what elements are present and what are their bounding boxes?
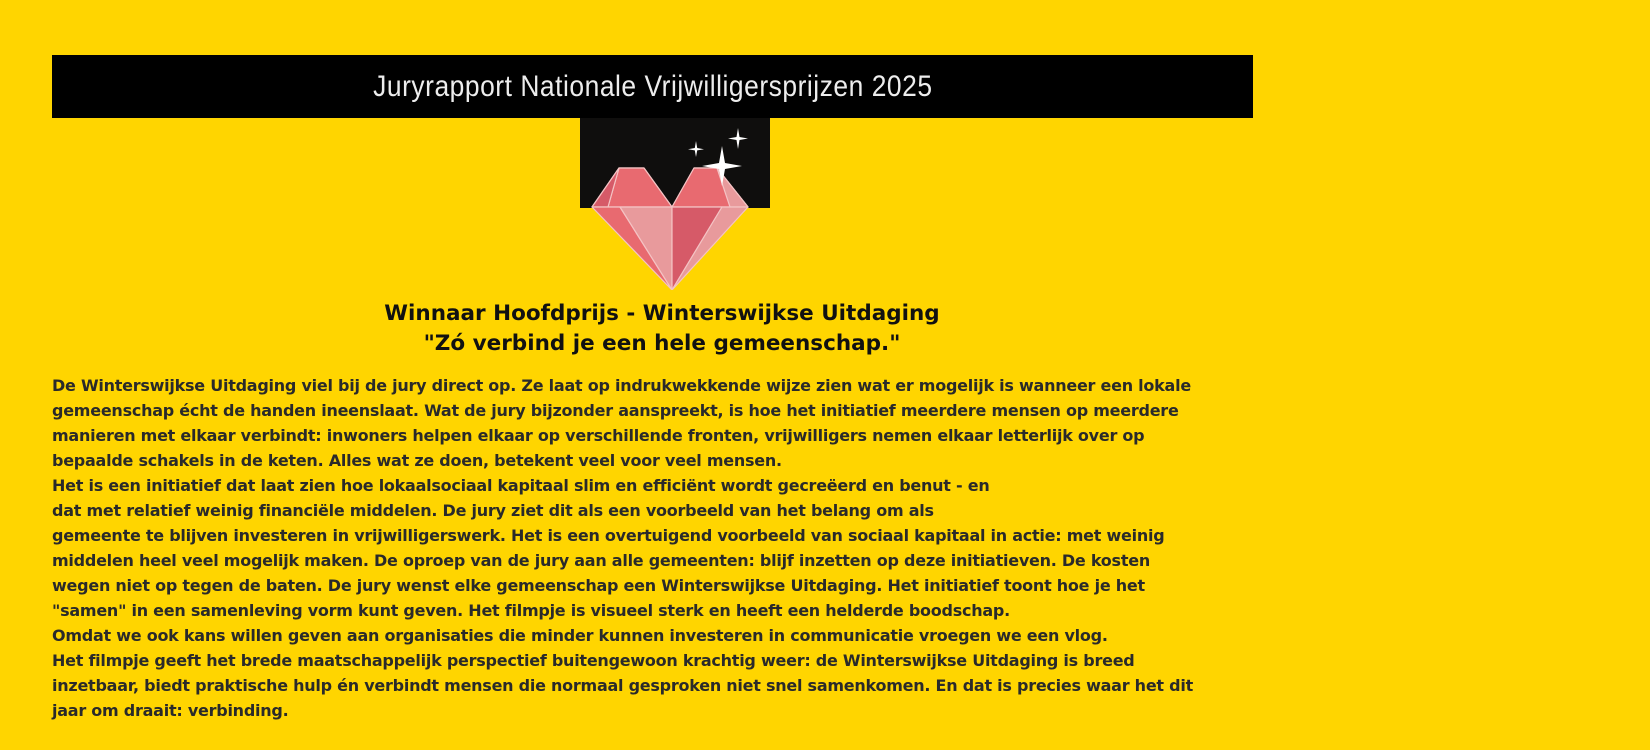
report-line: De Winterswijkse Uitdaging viel bij de jury direct op. Ze laat op indrukwekkende wijze zien wat er mogelijk is wanneer een lokale (52, 376, 1191, 395)
page-title: Juryrapport Nationale Vrijwilligersprijzen 2025 (372, 69, 933, 103)
report-line: "samen" in een samenleving vorm kunt geven. Het filmpje is visueel sterk en heeft een helderde boodschap. (52, 601, 1010, 620)
report-line: dat met relatief weinig financiële middelen. De jury ziet dit als een voorbeeld van het belang om als (52, 501, 934, 520)
report-line: middelen heel veel mogelijk maken. De oproep van de jury aan alle gemeenten: blijf inzetten op deze initiatieven. De kosten (52, 551, 1150, 570)
report-line: Omdat we ook kans willen geven aan organisaties die minder kunnen investeren in communicatie vroegen we een vlog. (52, 626, 1108, 645)
report-line: manieren met elkaar verbindt: inwoners helpen elkaar op verschillende fronten, vrijwilligers nemen elkaar letterlijk over op (52, 426, 1145, 445)
report-line: jaar om draait: verbinding. (52, 701, 289, 720)
report-line: Het filmpje geeft het brede maatschappelijk perspectief buitengewoon krachtig weer: de Winterswijkse Uitdaging is breed (52, 651, 1135, 670)
winner-quote: "Zó verbind je een hele gemeenschap." (423, 331, 901, 356)
title-bar (52, 55, 1253, 118)
report-line: gemeenschap écht de handen ineenslaat. Wat de jury bijzonder aanspreekt, is hoe het initiatief meerdere mensen op meerdere (52, 401, 1179, 420)
report-line: wegen niet op tegen de baten. De jury wenst elke gemeenschap een Winterswijkse Uitdaging. Het initiatief toont hoe je het (52, 576, 1145, 595)
report-line: gemeente te blijven investeren in vrijwilligerswerk. Het is een overtuigend voorbeeld van sociaal kapitaal in actie: met weinig (52, 526, 1165, 545)
report-line: bepaalde schakels in de keten. Alles wat ze doen, betekent veel voor veel mensen. (52, 451, 782, 470)
diamond-heart-with-sparkles-icon (580, 118, 770, 290)
report-line: inzetbaar, biedt praktische hulp én verbindt mensen die normaal gesproken niet snel samenkomen. En dat is precies waar het dit (52, 676, 1193, 695)
winner-heading: Winnaar Hoofdprijs - Winterswijkse Uitdaging (384, 301, 940, 326)
report-line: Het is een initiatief dat laat zien hoe lokaalsociaal kapitaal slim en efficiënt wordt gecreëerd en benut - en (52, 476, 990, 495)
